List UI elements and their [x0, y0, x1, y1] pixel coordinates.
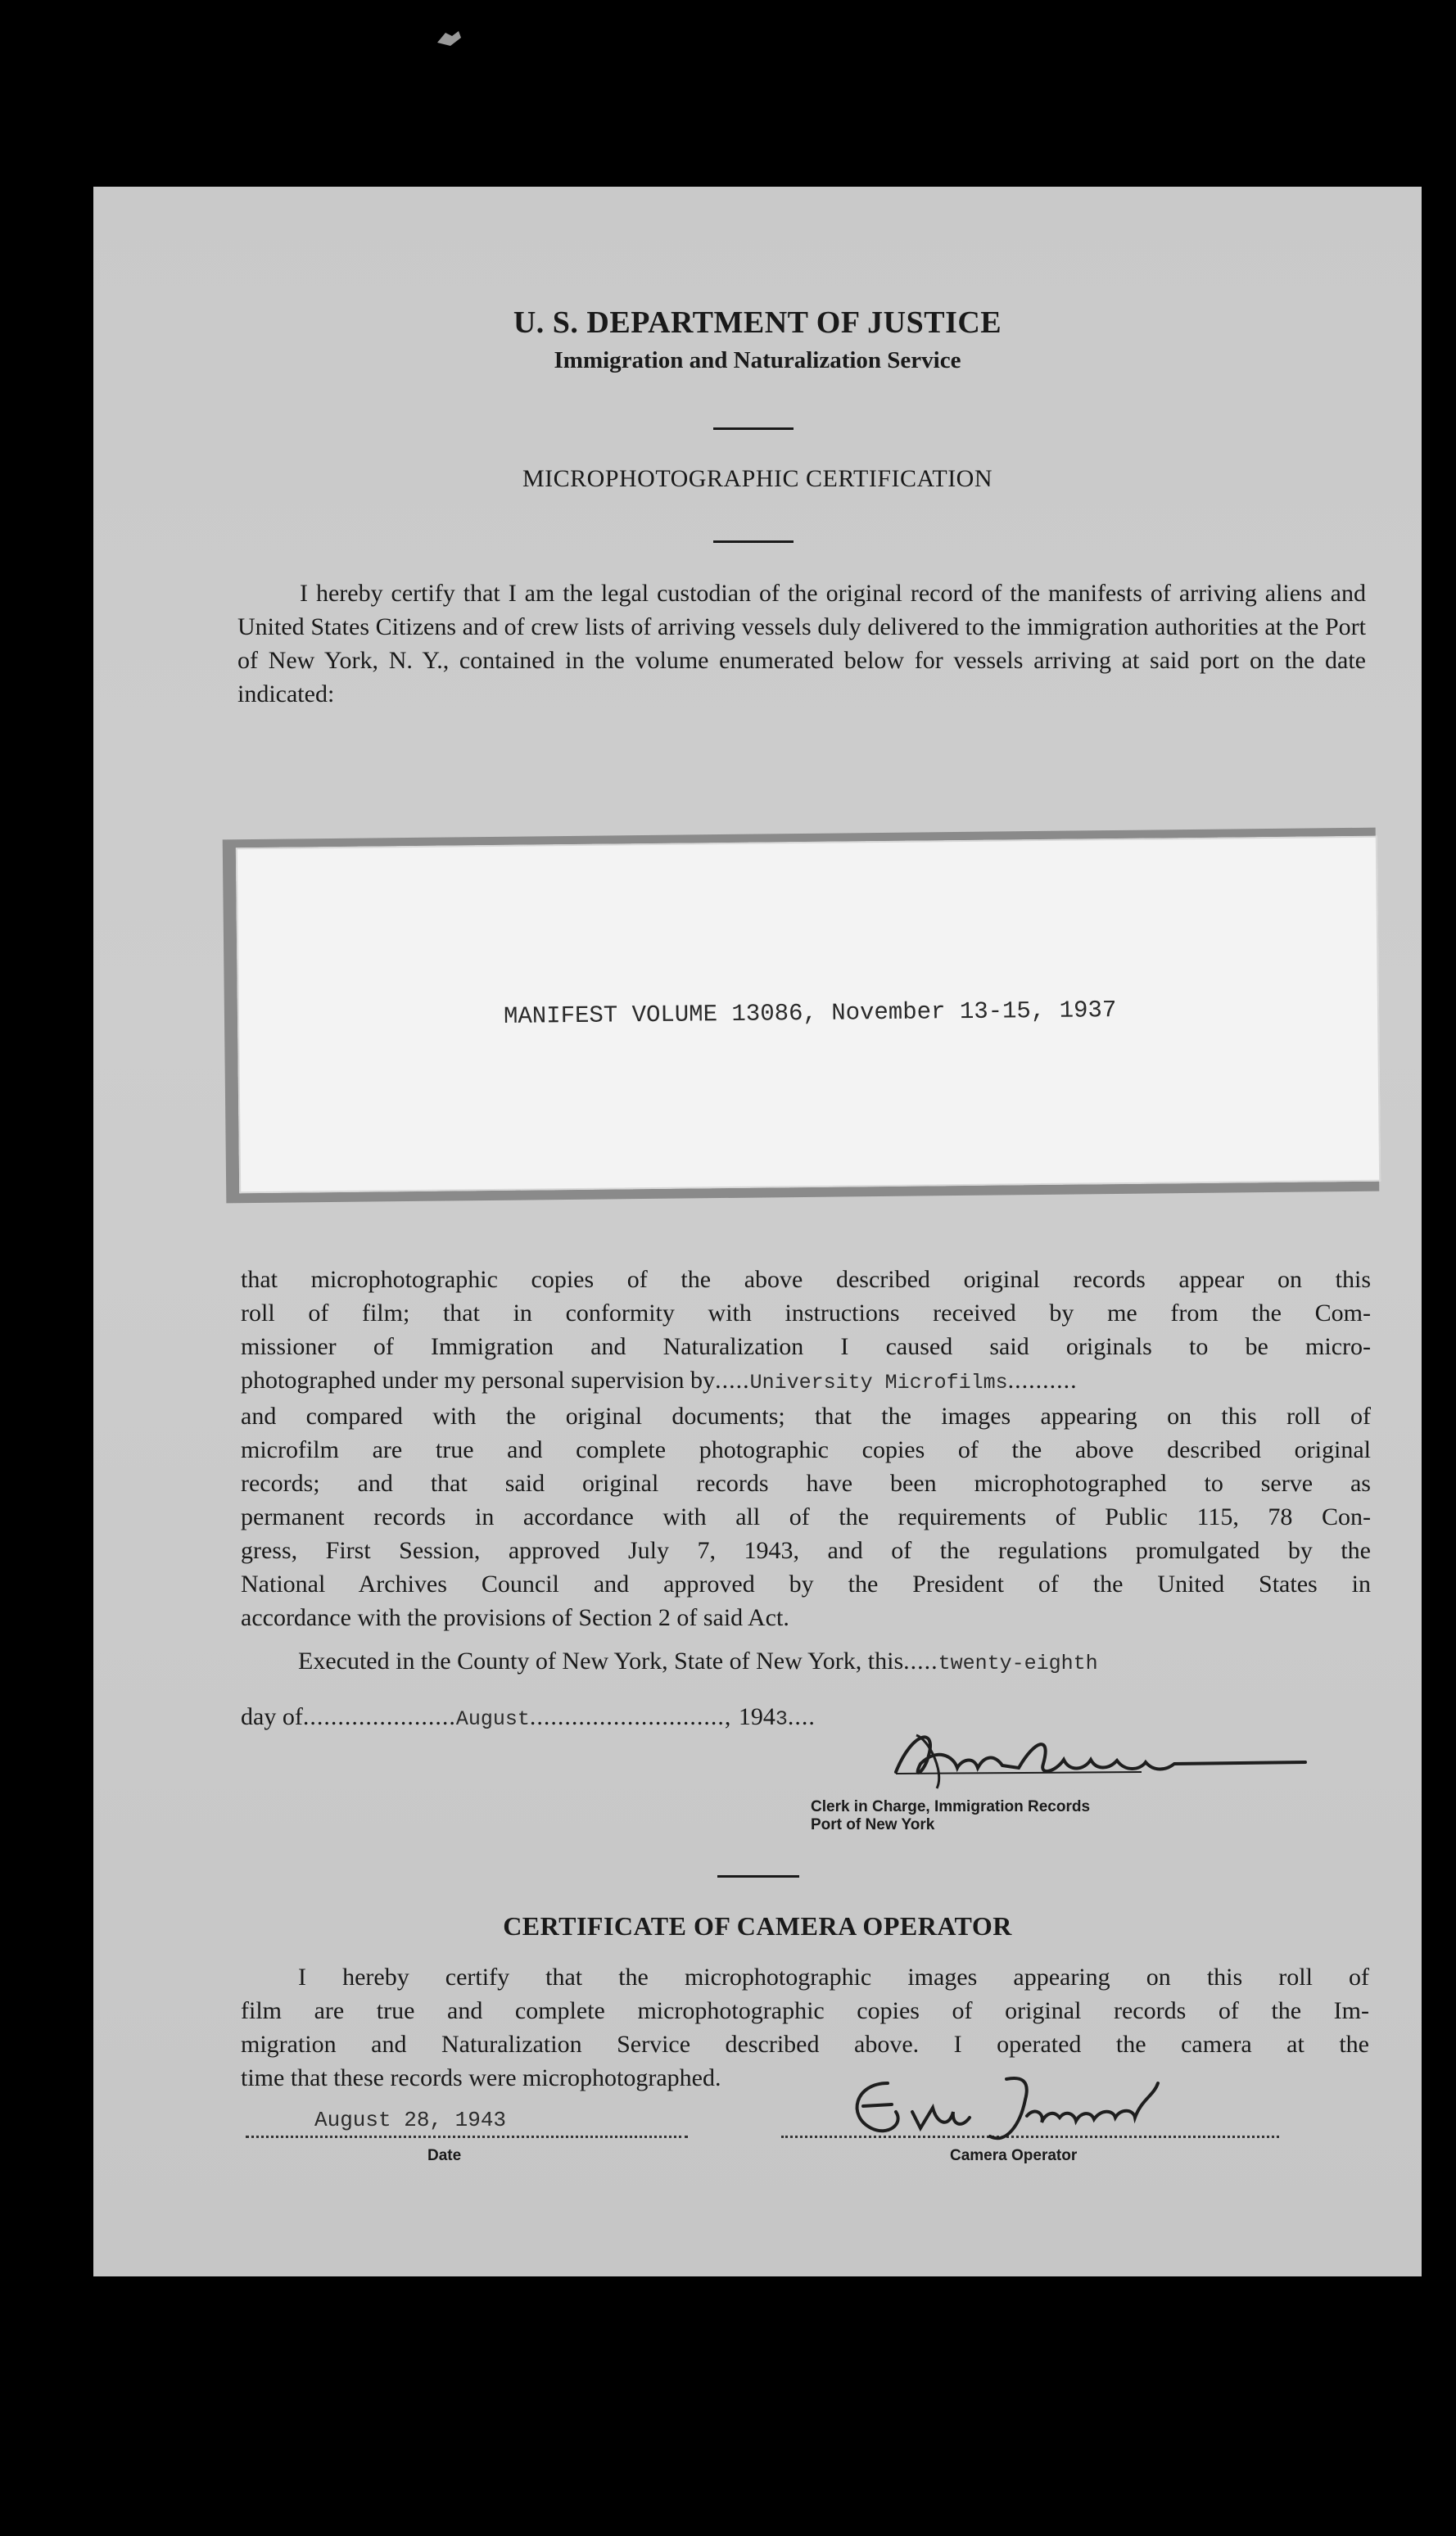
supervision-line	[241, 1363, 1371, 1399]
service-subtitle: Immigration and Naturalization Service	[554, 347, 961, 373]
manifest-volume-text: MANIFEST VOLUME 13086, November 13-15, 1937	[503, 997, 1117, 1030]
body-line: records; and that said original records have been microphotographed to serve as	[241, 1470, 1371, 1497]
executed-line	[298, 1648, 1098, 1675]
dotted-leader: ....	[787, 1703, 816, 1730]
certification-body	[241, 1263, 1371, 1634]
intro-paragraph: I hereby certify that I am the legal custodian of the original record of the manifests of arriving aliens and United States Citizens and of crew lists of arriving vessels duly delivered to the immigration authorities at the Port of New York, N. Y., contained in the volume enumerated below for vessels arriving at said port on the date indicated:	[237, 580, 1366, 707]
body-line-prefix: photographed under my personal supervision by	[241, 1367, 716, 1394]
camera-line: time that these records were microphotographed.	[241, 2064, 721, 2091]
body-line: gress, First Session, approved July 7, 1943, and of the regulations promulgated by the	[241, 1537, 1371, 1564]
dotted-leader: .....	[715, 1367, 750, 1394]
body-line: that microphotographic copies of the above described original records appear on this	[241, 1266, 1371, 1293]
clerk-signature	[879, 1712, 1338, 1797]
camera-line: film are true and complete microphotographic copies of original records of the Im-	[241, 1997, 1369, 2024]
clerk-port: Port of New York	[811, 1816, 935, 1833]
clerk-caption	[811, 1798, 1090, 1834]
execution-day: twenty-eighth	[938, 1652, 1098, 1675]
operator-date: August 28, 1943	[314, 2108, 507, 2132]
dotted-leader: ..........	[1007, 1367, 1078, 1394]
day-of-label: day of	[241, 1703, 303, 1730]
body-line: microfilm are true and complete photographic copies of the above described original	[241, 1436, 1371, 1463]
body-line: National Archives Council and approved by the President of the United States in	[241, 1571, 1371, 1598]
camera-certificate-title: CERTIFICATE OF CAMERA OPERATOR	[503, 1911, 1012, 1941]
year-digit: 3	[775, 1707, 788, 1731]
execution-month: August	[455, 1707, 530, 1731]
body-line: permanent records in accordance with all of the requirements of Public 115, 78 Con-	[241, 1503, 1371, 1530]
body-line: and compared with the original documents; that the images appearing on this roll of	[241, 1403, 1371, 1430]
manifest-slip	[236, 836, 1381, 1194]
day-of-line	[241, 1703, 816, 1731]
date-label: Date	[427, 2147, 462, 2164]
dotted-leader: ......................	[302, 1703, 456, 1730]
body-line: missioner of Immigration and Naturalization I caused said originals to be micro-	[241, 1333, 1371, 1360]
supervisor-value: University Microfilms	[749, 1371, 1008, 1395]
divider-rule	[717, 1875, 799, 1878]
clerk-signature-text: Geo. Bacon	[879, 1712, 942, 1726]
camera-line	[241, 1960, 1369, 1994]
dotted-leader: .....	[903, 1648, 938, 1675]
certification-title: MICROPHOTOGRAPHIC CERTIFICATION	[522, 465, 993, 492]
divider-rule	[713, 427, 794, 430]
clerk-title: Clerk in Charge, Immigration Records	[811, 1798, 1091, 1815]
executed-prefix: Executed in the County of New York, State of New York, this	[298, 1648, 904, 1675]
body-line: roll of film; that in conformity with instructions received by me from the Com-	[241, 1300, 1371, 1327]
certificate-page	[93, 187, 1422, 2276]
camera-line: migration and Naturalization Service described above. I operated the camera at the	[241, 2031, 1369, 2058]
operator-signature	[830, 2056, 1215, 2149]
year-prefix: 194	[738, 1703, 775, 1730]
dotted-leader: ............................,	[529, 1703, 739, 1730]
camera-line-text: I hereby certify that the microphotographic images appearing on this roll of	[298, 1964, 1369, 1991]
divider-rule	[713, 540, 794, 543]
film-speck	[434, 28, 463, 49]
operator-signature-text: Eva Jackson	[830, 2056, 896, 2070]
department-title: U. S. DEPARTMENT OF JUSTICE	[513, 305, 1002, 340]
body-line: accordance with the provisions of Section 2 of said Act.	[241, 1604, 789, 1631]
operator-label: Camera Operator	[950, 2147, 1078, 2164]
